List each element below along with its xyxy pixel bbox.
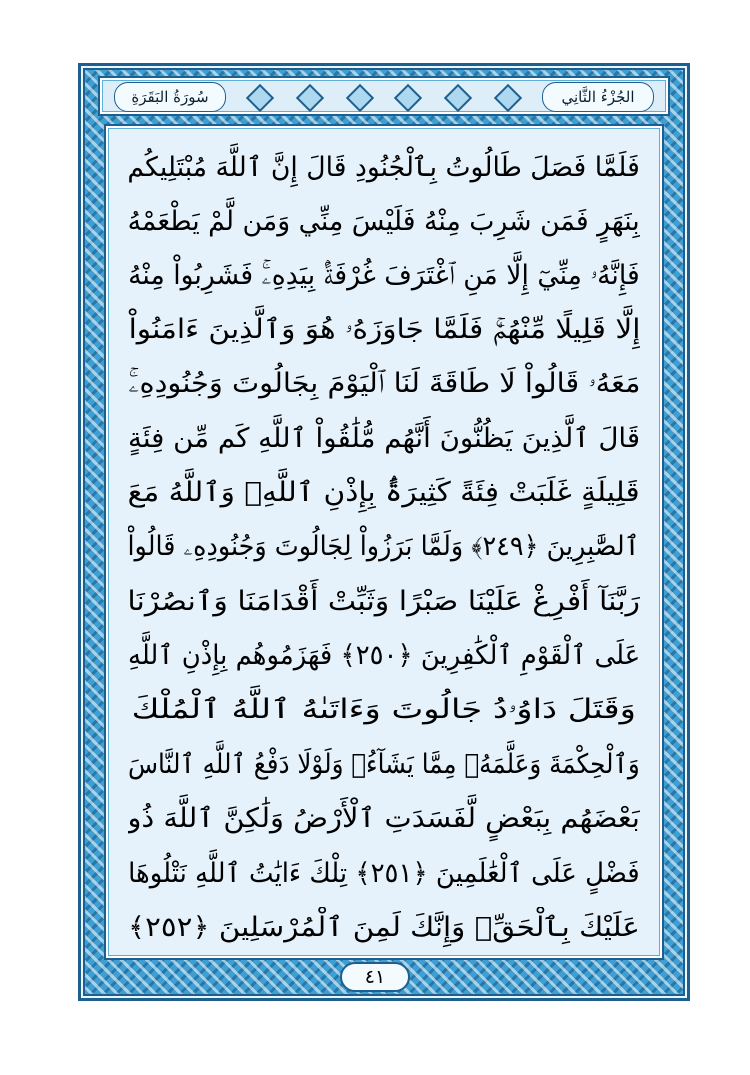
surah-label: سُورَةُ البَقَرَةِ (114, 82, 226, 112)
header-ornament-icon (494, 84, 522, 112)
header-ornament-icon (394, 84, 422, 112)
text-line: فَلَمَّا فَصَلَ طَالُوتُ بِٱلْجُنُودِ قَالَ إِنَّ ٱللَّهَ مُبْتَلِيكُم (128, 151, 640, 183)
juz-label: الجُزْءُ الثَّانِي (542, 82, 654, 112)
text-line: قَالَ ٱلَّذِينَ يَظُنُّونَ أَنَّهُم مُّلَٰقُواْ ٱللَّهِ كَم مِّن فِئَةٍ (128, 423, 640, 455)
text-line: وَقَتَلَ دَاوُۥدُ جَالُوتَ وَءَاتَىٰهُ ٱللَّهُ ٱلْمُلْكَ (131, 694, 637, 726)
text-line: ٱلصَّٰبِرِينَ ﴿٢٤٩﴾ وَلَمَّا بَرَزُواْ لِجَالُوتَ وَجُنُودِهِۦ قَالُواْ (128, 531, 640, 563)
header-ornament-icon (444, 84, 472, 112)
text-line: مَعَهُۥ قَالُواْ لَا طَاقَةَ لَنَا ٱلْيَوْمَ بِجَالُوتَ وَجُنُودِهِۦۚ (128, 368, 640, 400)
text-line: وَٱلْحِكْمَةَ وَعَلَّمَهُۥ مِمَّا يَشَآءُۗ وَلَوْلَا دَفْعُ ٱللَّهِ ٱلنَّاسَ (128, 748, 640, 780)
header-ornament-icon (246, 84, 274, 112)
header-ornament-icon (346, 84, 374, 112)
text-line: قَلِيلَةٍ غَلَبَتْ فِئَةً كَثِيرَةًۢ بِإِذْنِ ٱللَّهِۗ وَٱللَّهُ مَعَ (128, 477, 640, 509)
text-line: فَإِنَّهُۥ مِنِّيٓ إِلَّا مَنِ ٱغْتَرَفَ غُرْفَةًۢ بِيَدِهِۦۚ فَشَرِبُواْ مِنْهُ (128, 259, 640, 291)
text-line: إِلَّا قَلِيلًا مِّنْهُمْۚ فَلَمَّا جَاوَزَهُۥ هُوَ وَٱلَّذِينَ ءَامَنُواْ (128, 314, 640, 346)
header-ornament-icon (296, 84, 324, 112)
page-number: ٤١ (340, 962, 410, 992)
text-line: عَلَى ٱلْقَوْمِ ٱلْكَٰفِرِينَ ﴿٢٥٠﴾ فَهَزَمُوهُم بِإِذْنِ ٱللَّهِ (128, 640, 640, 672)
text-line: بَعْضَهُم بِبَعْضٍ لَّفَسَدَتِ ٱلْأَرْضُ وَلَٰكِنَّ ٱللَّهَ ذُو (128, 803, 640, 835)
text-line: عَلَيْكَ بِٱلْحَقِّۚ وَإِنَّكَ لَمِنَ ٱلْمُرْسَلِينَ ﴿٢٥٢﴾ (128, 911, 640, 943)
text-line: فَضْلٍ عَلَى ٱلْعَٰلَمِينَ ﴿٢٥١﴾ تِلْكَ ءَايَٰتُ ٱللَّهِ نَتْلُوهَا (128, 857, 640, 889)
page-header (98, 76, 670, 116)
text-line: بِنَهَرٍ فَمَن شَرِبَ مِنْهُ فَلَيْسَ مِنِّي وَمَن لَّمْ يَطْعَمْهُ (128, 205, 640, 237)
verse-lines (128, 140, 640, 954)
text-panel (104, 124, 664, 960)
text-line: رَبَّنَآ أَفْرِغْ عَلَيْنَا صَبْرًا وَثَبِّتْ أَقْدَامَنَا وَٱنصُرْنَا (128, 586, 640, 618)
